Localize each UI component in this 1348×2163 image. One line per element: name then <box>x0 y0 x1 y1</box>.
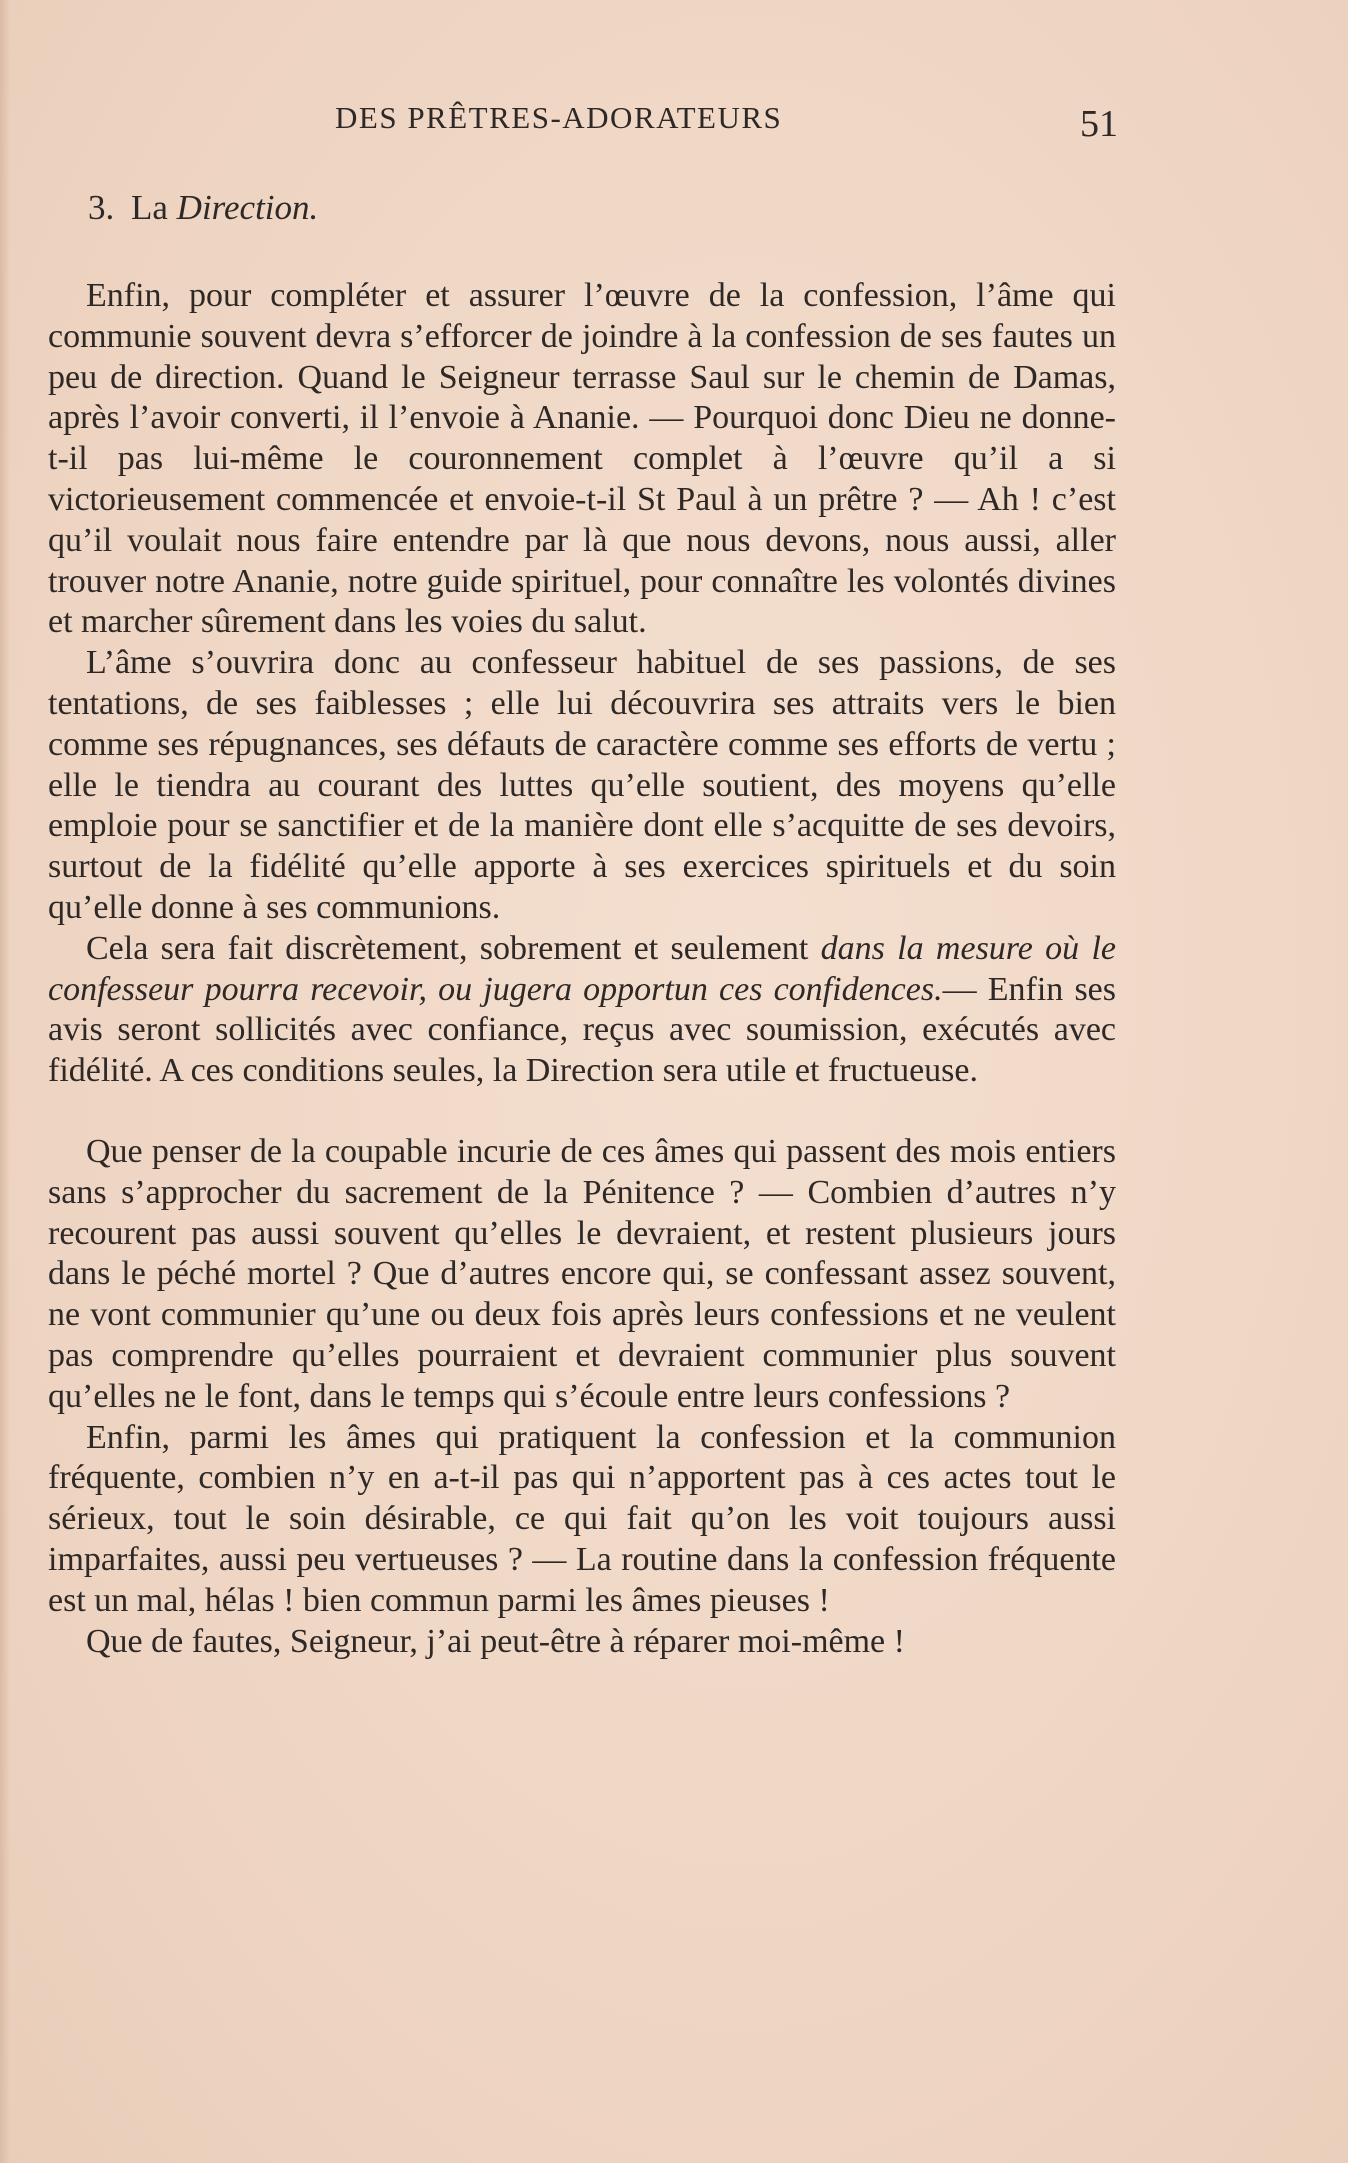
section-prefix: La <box>131 188 168 227</box>
paragraph <box>48 929 1116 1092</box>
section-heading <box>88 188 318 228</box>
paragraph: Enfin, pour compléter et assurer l’œuvre de la confession, l’âme qui communie souvent devra s’efforcer de joindre à la confession de ses fautes un peu de direction. Quand le Seigneur terrasse Saul sur le chemin de Damas, après l’avoir converti, il l’envoie à Ananie. — Pourquoi donc Dieu ne donne-t-il pas lui-même le couronnement complet à l’œuvre qu’il a si victorieusement commencée et envoie-t-il St Paul à un prêtre ? — Ah ! c’est qu’il voulait nous faire entendre par là que nous devons, nous aussi, aller trouver notre Ananie, notre guide spirituel, pour connaître les volontés divines et marcher sûrement dans les voies du salut. <box>48 277 1116 641</box>
section-number: 3. <box>88 188 115 227</box>
section-title: Direction. <box>176 188 319 227</box>
page-number: 51 <box>1080 103 1118 145</box>
paragraph: Que penser de la coupable incurie de ces âmes qui passent des mois entiers sans s’approcher du sacrement de la Pénitence ? — Combien d’autres n’y recourent pas aussi souvent qu’elles le devraient, et restent plusieurs jours dans le péché mortel ? Que d’autres encore qui, se confessant assez souvent, ne vont communier qu’une ou deux fois après leurs confessions et ne veulent pas comprendre qu’elles pourraient et devraient communier plus souvent qu’elles ne le font, dans le temps qui s’écoule entre leurs confessions ? <box>48 1132 1116 1415</box>
paragraph: Enfin, parmi les âmes qui pratiquent la confession et la communion fréquente, combien n’y en a-t-il pas qui n’apportent pas à ces actes tout le sérieux, tout le soin désirable, ce qui fait qu’on les voit toujours aussi imparfaites, aussi peu vertueuses ? — La routine dans la confession fréquente est un mal, hélas ! bien commun parmi les âmes pieuses ! <box>48 1418 1116 1619</box>
paragraph: Que de fautes, Seigneur, j’ai peut-être à réparer moi-même ! <box>86 1622 905 1660</box>
paragraph: L’âme s’ouvrira donc au confesseur habituel de ses passions, de ses tentations, de ses faiblesses ; elle lui découvrira ses attraits vers le bien comme ses répugnances, ses défauts de caractère comme ses efforts de vertu ; elle le tiendra au courant des luttes qu’elle soutient, des moyens qu’elle emploie pour se sanctifier et de la manière dont elle s’acquitte de ses devoirs, surtout de la fidélité qu’elle apporte à ses exercices spirituels et du soin qu’elle donne à ses communions. <box>48 644 1116 926</box>
body-text <box>48 276 1116 1662</box>
paragraph-text: — Enfin ses avis seront sollicités avec confiance, reçus avec soumission, exécutés avec fidélité. A ces conditions seules, la Direction sera utile et fructueuse. <box>48 970 1117 1090</box>
paragraph-italic-text: dans la mesure où le confesseur pourra recevoir, ou jugera opportun ces confidences. <box>48 929 1117 1008</box>
running-head: DES PRÊTRES-ADORATEURS <box>335 100 783 135</box>
paragraph-text: Cela sera fait discrètement, sobrement et seulement <box>86 929 821 967</box>
page-edge-shadow <box>0 0 10 2163</box>
